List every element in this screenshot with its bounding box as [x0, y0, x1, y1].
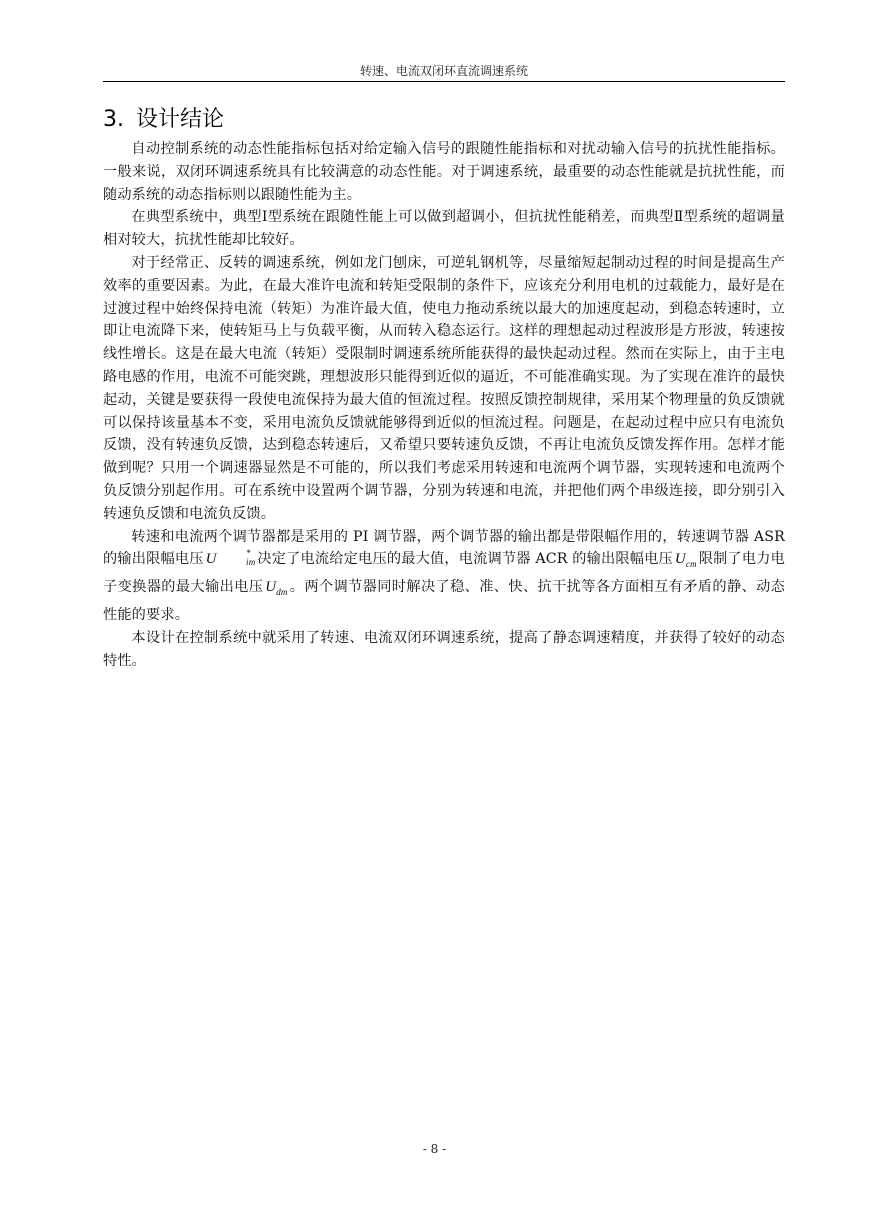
- paragraph-4-part-a: 转速和电流两个调节器都是采用的 PI 调节器，两个调节器的输出都是带限幅作用的，转速调节器 ASR 的输出限幅电压: [103, 528, 785, 568]
- paragraph-4-part-b: 决定了电流给定电压的最大值，电流调节器 ACR 的输出限幅电压: [257, 551, 673, 568]
- body-text: [103, 138, 785, 672]
- paragraph-2: 在典型系统中，典型Ⅰ型系统在跟随性能上可以做到超调小，但抗扰性能稍差，而典型Ⅱ型系统的超调量相对较大，抗扰性能却比较好。: [103, 209, 785, 249]
- symbol-u-cm: [673, 551, 699, 570]
- paragraph-5: 本设计在控制系统中就采用了转速、电流双闭环调速系统，提高了静态调速精度，并获得了较好的动态特性。: [103, 629, 785, 669]
- paragraph-4: [103, 526, 785, 627]
- symbol-u-dm-base: U: [265, 579, 277, 596]
- header-rule: [103, 81, 785, 82]
- symbol-u-im-star: [204, 548, 258, 568]
- section-title: 设计结论: [136, 107, 225, 132]
- page-number: - 8 -: [422, 1142, 447, 1156]
- symbol-u-dm-sub: dm: [276, 587, 288, 598]
- symbol-u-dm: [263, 579, 289, 598]
- section-number: 3.: [103, 107, 124, 132]
- symbol-u-im-base: U: [205, 551, 217, 568]
- symbol-u-cm-sub: cm: [685, 559, 697, 570]
- symbol-u-cm-base: U: [674, 551, 686, 568]
- paragraph-4-part-c: 限制了电力电子变换器的最大输出电压: [103, 551, 785, 596]
- running-header: 转速、电流双闭环直流调速系统: [359, 64, 528, 78]
- paragraph-1: 自动控制系统的动态性能指标包括对给定输入信号的跟随性能指标和对扰动输入信号的抗扰性能指标。一般来说，双闭环调速系统具有比较满意的动态性能。对于调速系统，最重要的动态性能就是抗扰性能，而随动系统的动态指标则以跟随性能为主。: [103, 141, 785, 203]
- symbol-u-im-sub: im: [246, 557, 256, 568]
- symbol-u-im-sup: *: [246, 548, 251, 559]
- symbol-u-im-scripts: [218, 548, 256, 567]
- section-heading: [103, 104, 224, 136]
- paragraph-4-part-d: 。两个调节器同时解决了稳、准、快、抗干扰等各方面相互有矛盾的静、动态性能的要求。: [103, 579, 785, 623]
- paragraph-3: 对于经常正、反转的调速系统，例如龙门刨床，可逆轧钢机等，尽量缩短起制动过程的时间是提高生产效率的重要因素。为此，在最大准许电流和转矩受限制的条件下，应该充分利用电机的过载能力，最好是在过渡过程中始终保持电流（转矩）为准许最大值，使电力拖动系统以最大的加速度起动，到稳态转速时，立即让电流降下来，使转矩马上与负载平衡，从而转入稳态运行。这样的理想起动过程波形是方形波，转速按线性增长。这是在最大电流（转矩）受限制时调速系统所能获得的最快起动过程。然而在实际上，由于主电路电感的作用，电流不可能突跳，理想波形只能得到近似的逼近，不可能准确实现。为了实现在准许的最快起动，关键是要获得一段使电流保持为最大值的恒流过程。按照反馈控制规律，采用某个物理量的负反馈就可以保持该量基本不变，采用电流负反馈就能够得到近似的恒流过程。问题是，在起动过程中应只有电流负反馈，没有转速负反馈，达到稳态转速后，又希望只要转速负反馈，不再让电流负反馈发挥作用。怎样才能做到呢？只用一个调速器显然是不可能的，所以我们考虑采用转速和电流两个调节器，实现转速和电流两个负反馈分别起作用。可在系统中设置两个调节器，分别为转速和电流，并把他们两个串级连接，即分别引入转速负反馈和电流负反馈。: [103, 254, 785, 522]
